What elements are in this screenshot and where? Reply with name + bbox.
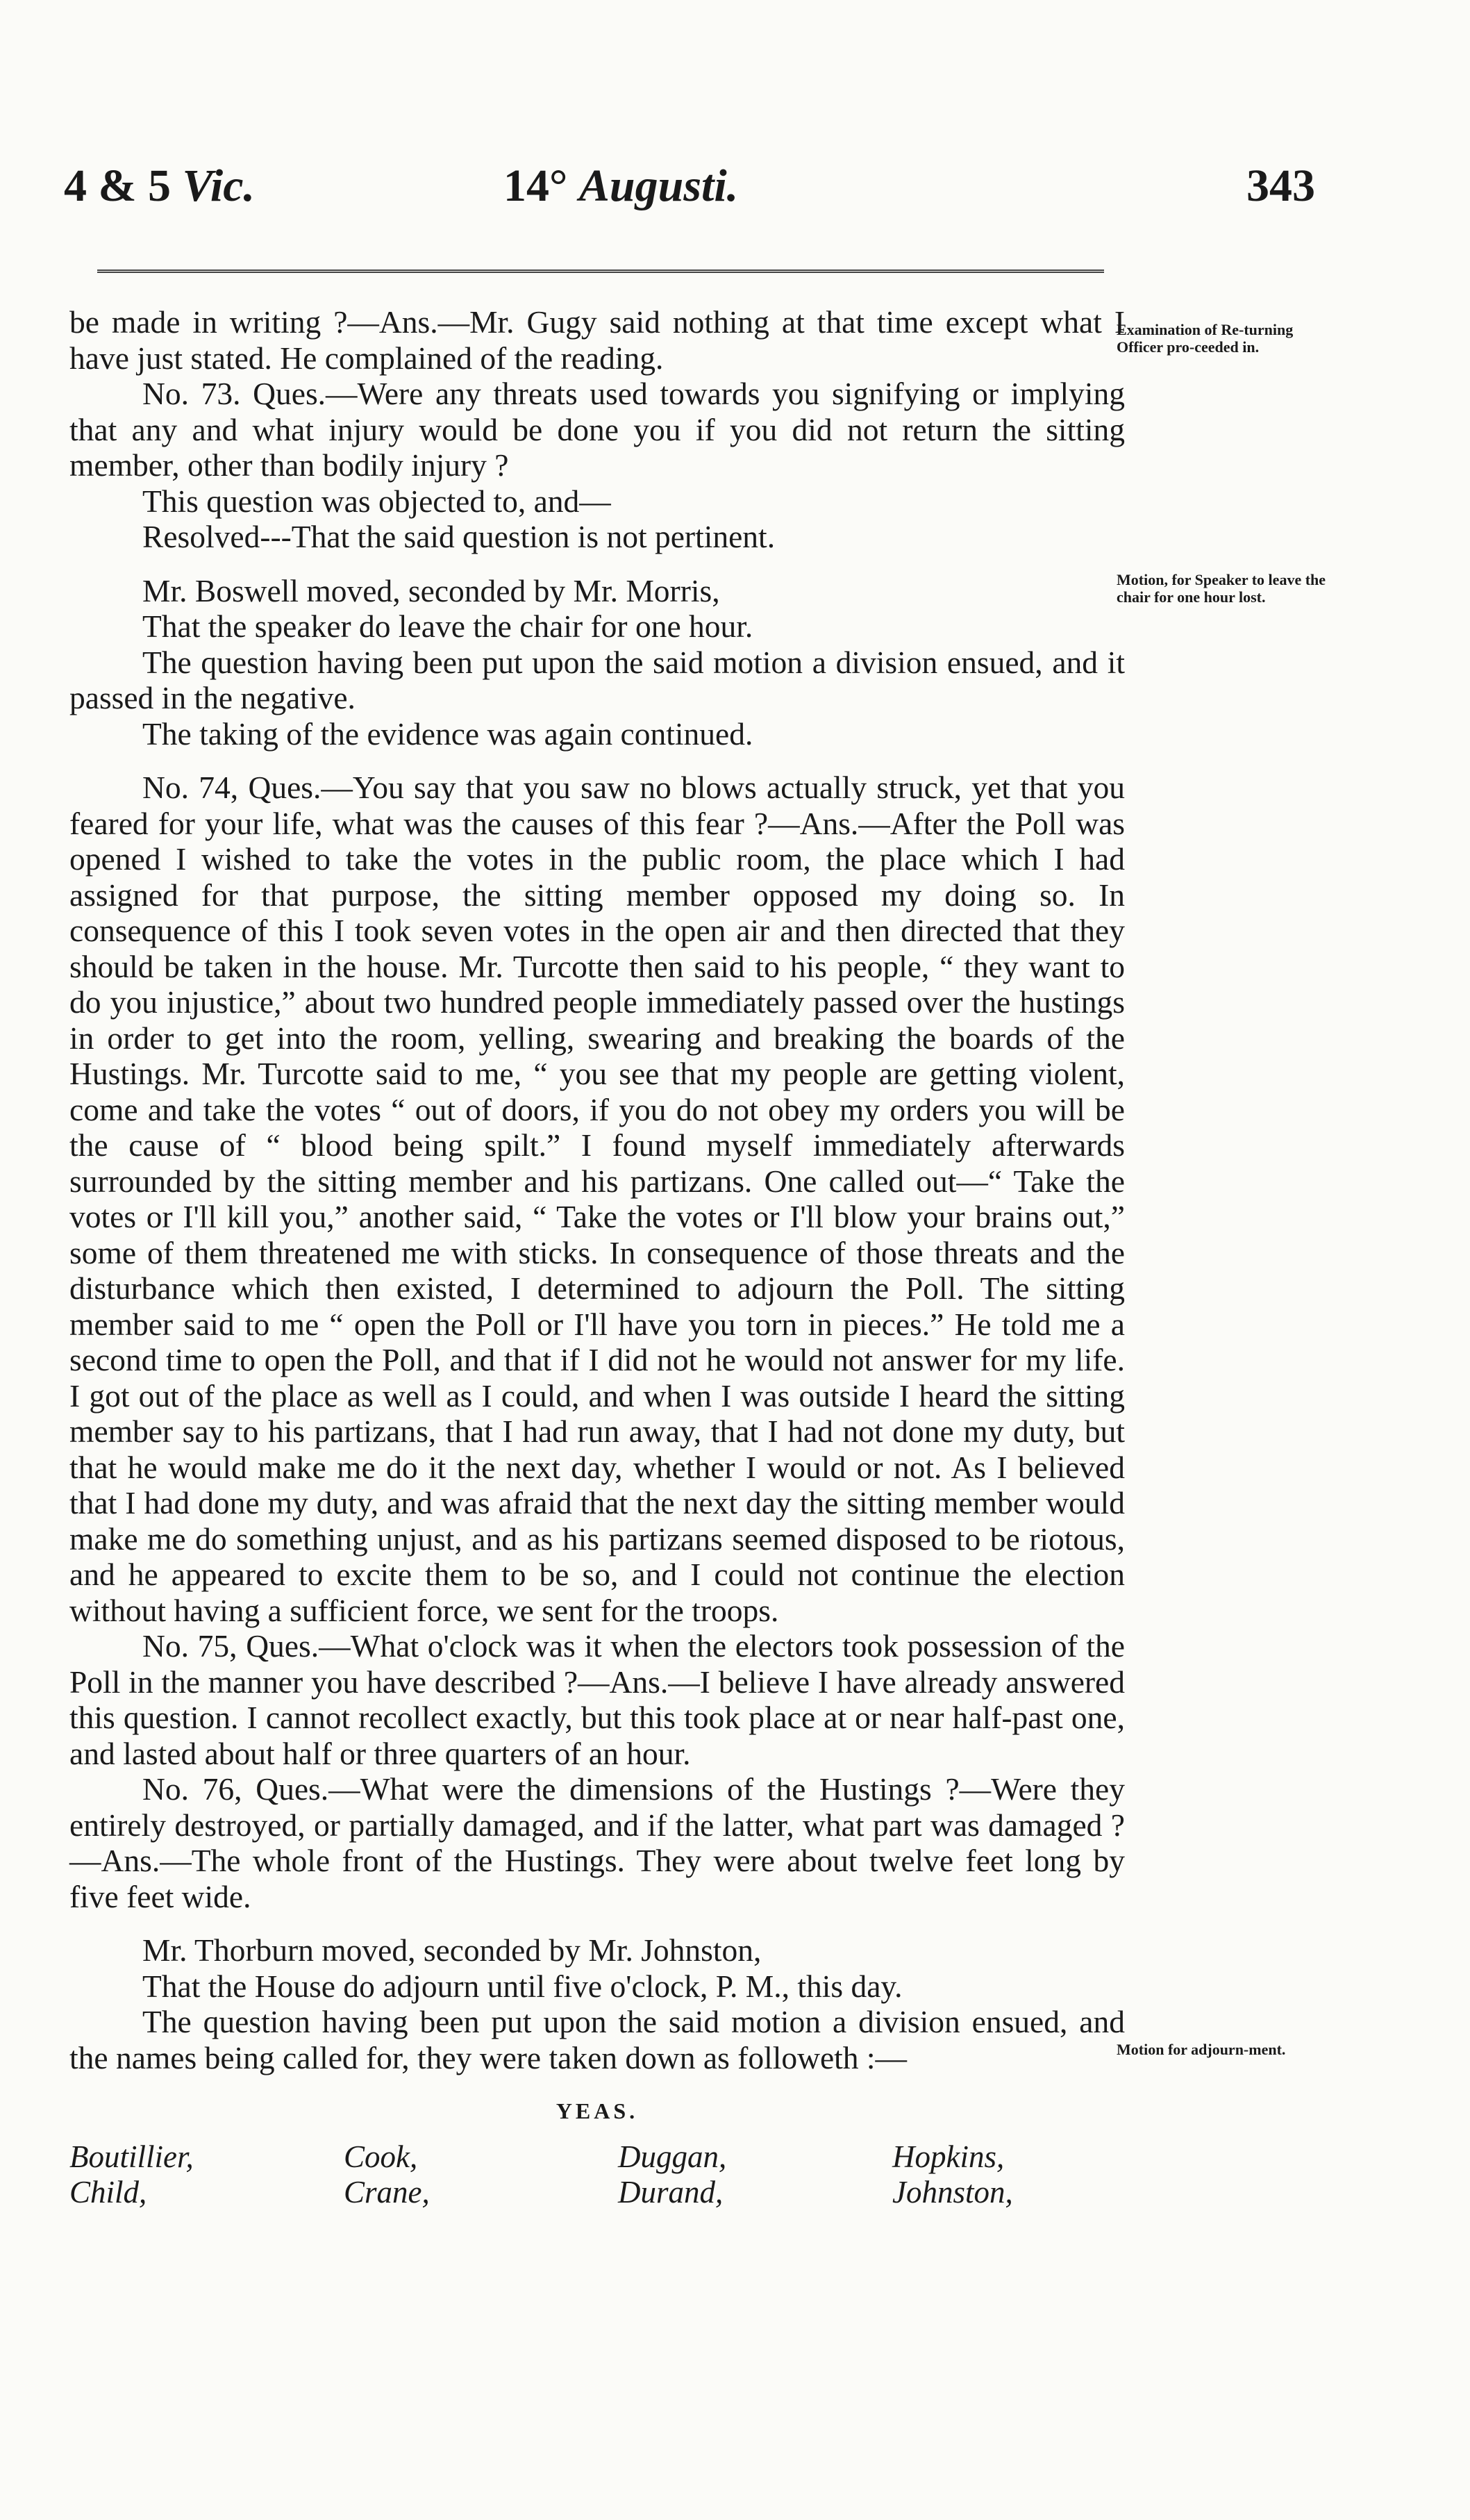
margin-note-examination: Examination of Re-turning Officer pro-ceeded in. [1117,321,1294,356]
motion-boswell: Mr. Boswell moved, seconded by Mr. Morris, [142,572,720,608]
question-73: No. 73. Ques.—Were any threats used towards you signifying or implying that any and what injury would be done you if you did not return the sitting member, other than bodily injury ? [69,376,1125,483]
member-name: Johnston, [892,2174,1013,2210]
motion-text-speaker: That the speaker do leave the chair for one hour. [142,608,753,644]
yeas-name-list [69,2139,1125,2210]
running-header [0,158,1470,221]
division-call: The question having been put upon the said motion a division ensued, and the names being called for, they were taken down as followeth :— [69,2004,1125,2075]
member-name: Durand, [618,2174,724,2210]
motion-text-adjourn: That the House do adjourn until five o'clock, P. M., this day. [142,1968,903,2004]
page-number: 343 [1246,160,1315,211]
yeas-heading: YEAS. [556,2098,639,2123]
question-76: No. 76, Ques.—What were the dimensions of the Hustings ?—Were they entirely destroyed, or partially damaged, and if the latter, what part was damaged ?—Ans.—The whole front of the Hustings. They were about twelve feet long by five feet wide. [69,1771,1125,1914]
margin-note-speaker-motion: Motion, for Speaker to leave the chair for one hour lost. [1117,571,1326,606]
resolution-line: Resolved---That the said question is not pertinent. [142,519,776,554]
evidence-continued: The taking of the evidence was again continued. [142,715,753,752]
member-name: Crane, [344,2174,430,2210]
objection-line: This question was objected to, and— [142,483,611,519]
question-74: No. 74, Ques.—You say that you saw no blows actually struck, yet that you feared for your life, what was the causes of this fear ?—Ans.—After the Poll was opened I wished to take the votes in the public room, the place which I had assigned for that purpose, the sitting member opposed my doing so. In consequence of this I took seven votes in the open air and then directed that they should be taken in the house. Mr. Turcotte then said to his people, “ they want to do you injustice,” about two hundred people immediately passed over the hustings in order to get into the room, yelling, swearing and breaking the boards of the Hustings. Mr. Turcotte said to me, “ you see that my people are getting violent, come and take the votes “ out of doors, if you do not obey my orders you will be the cause of “ blood being spilt.” I found myself immediately afterwards surrounded by the sitting member and his partizans. One called out—“ Take the votes or I'll kill you,” another said, “ Take the votes or I'll blow your brains out,” some of them threatened me with sticks. In consequence of those threats and the disturbance which then existed, I determined to adjourn the Poll. The sitting member said to me “ open the Poll or I'll have you torn in pieces.” He told me a second time to open the Poll, and that if I did not he would not answer for my life. I got out of the place as well as I could, and when I was outside I heard the sitting member say to his partizans, that I had run away, that I had not done my duty, but that he would make me do it the next day, whether I would or not. As I believed that I had done my duty, and was afraid that the next day the sitting member would make me do something unjust, and as his partizans seemed disposed to be riotous, and he appeared to excite them to be so, and I could not continue the election without having a sufficient force, we sent for the troops. [69,770,1125,1628]
division-result: The question having been put upon the said motion a division ensued, and it passed in the negative. [69,644,1125,715]
margin-note-adjournment: Motion for adjourn-ment. [1117,2041,1286,2058]
journal-body [69,304,1125,2210]
header-date: 14° Augusti. [503,160,739,211]
member-name: Hopkins, [892,2139,1005,2174]
header-regnal-year: 4 & 5 Vic. [64,160,255,211]
paragraph-continuation: be made in writing ?—Ans.—Mr. Gugy said nothing at that time except what I have just stated. He complained of the reading. [69,304,1125,376]
motion-thorburn: Mr. Thorburn moved, seconded by Mr. Johnston, [142,1932,762,1968]
member-name: Cook, [344,2139,418,2174]
member-name: Duggan, [618,2139,727,2174]
header-rule [97,270,1104,273]
member-name: Boutillier, [69,2139,194,2174]
member-name: Child, [69,2174,147,2210]
question-75: No. 75, Ques.—What o'clock was it when the electors took possession of the Poll in the manner you have described ?—Ans.—I believe I have already answered this question. I cannot recollect exactly, but this took place at or near half-past one, and lasted about half or three quarters of an hour. [69,1628,1125,1771]
